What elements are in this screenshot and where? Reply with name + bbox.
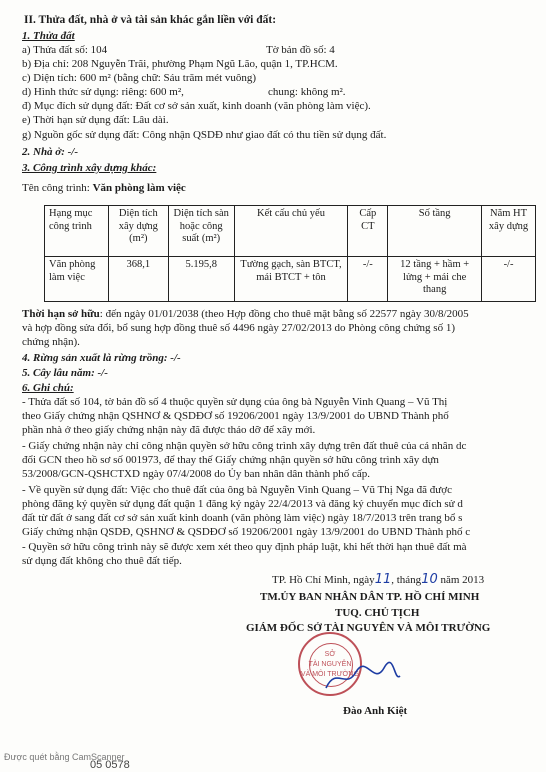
table-header-cell: Diện tích sàn hoặc công suất (m²): [168, 206, 234, 257]
building-name: Văn phòng làm việc: [92, 182, 186, 194]
date-year: năm 2013: [437, 574, 485, 586]
signing-org: TM.ỦY BAN NHÂN DÂN TP. HỒ CHÍ MINH: [260, 591, 480, 603]
ownership-term-line-2: và hợp đồng sửa đổi, bổ sung hợp đồng thuê số 4496 ngày 27/02/2013 do Phòng công chứng số 1): [22, 322, 455, 334]
table-cell: -/-: [348, 257, 388, 302]
scanner-watermark: Được quét bằng CamScanner: [4, 752, 125, 762]
land-origin-line: g) Nguồn gốc sử dụng đất: Công nhận QSDĐ như giao đất có thu tiền sử dụng đất.: [22, 129, 387, 141]
table-header-cell: Cấp CT: [348, 206, 388, 257]
other-construction-section: 3. Công trình xây dựng khác:: [22, 162, 157, 174]
table-header-cell: Diện tích xây dựng (m²): [108, 206, 168, 257]
ownership-term-text: : đến ngày 01/01/2038 (theo Hợp đồng cho thuê mặt bằng số 22577 ngày 30/8/2005: [99, 308, 469, 320]
note-line: - Về quyền sử dụng đất: Việc cho thuê đất của ông bà Nguyễn Vinh Quang – Vũ Thị Nga đã được: [22, 484, 452, 496]
notes-heading: 6. Ghi chú:: [22, 382, 74, 394]
table-header-row: [45, 206, 536, 257]
section-ii-heading: II. Thửa đất, nhà ở và tài sản khác gắn liền với đất:: [24, 14, 277, 26]
date-month: 10: [421, 572, 438, 587]
signing-date: [272, 573, 484, 587]
house-section: 2. Nhà ở: -/-: [22, 146, 79, 158]
construction-table: [44, 205, 536, 302]
forest-section: 4. Rừng sản xuất là rừng trồng: -/-: [22, 352, 181, 364]
serial-number: 05 0578: [90, 759, 130, 771]
note-line: theo Giấy chứng nhận QSHNƠ & QSDĐƠ số 19206/2001 ngày 13/9/2001 do UBND Thành phố: [22, 410, 449, 422]
table-cell: -/-: [482, 257, 536, 302]
footer: [0, 746, 546, 771]
parcel-number-line: [22, 43, 540, 57]
note-line: Giấy chứng nhận QSDĐ, QSHNƠ & QSDĐƠ số 19206/2001 ngày 13/9/2001 do UBND Thành phố c: [22, 526, 471, 538]
section-land-parcel-title: 1. Thửa đất: [22, 30, 75, 42]
table-cell: 12 tầng + hầm + lửng + mái che thang: [388, 257, 482, 302]
note-line: đất từ đất ở sang đất cơ sở sản xuất kinh doanh (văn phòng làm việc) ngày 18/7/2013 trên trang bổ s: [22, 512, 463, 524]
parcel-number: a) Thửa đất số: 104: [22, 44, 108, 56]
note-line: phòng đăng ký quyền sử dụng đất quận 1 đăng ký ngày 22/4/2013 và đăng ký chuyển mục đích sử d: [22, 498, 463, 510]
usage-term-line: e) Thời hạn sử dụng đất: Lâu dài.: [22, 114, 169, 126]
address-line: b) Địa chỉ: 208 Nguyễn Trãi, phường Phạm Ngũ Lão, quận 1, TP.HCM.: [22, 58, 338, 70]
building-name-label: Tên công trình:: [22, 182, 93, 194]
map-sheet-number: Tờ bản đồ số: 4: [266, 44, 335, 56]
note-line: sử dụng đất không cho thuê đất tiếp.: [22, 555, 182, 567]
usage-private: d) Hình thức sử dụng: riêng: 600 m²,: [22, 86, 184, 98]
table-cell: 368,1: [108, 257, 168, 302]
area-line: c) Diện tích: 600 m² (bằng chữ: Sáu trăm mét vuông): [22, 72, 257, 84]
usage-form-line: [22, 85, 540, 99]
signing-authority: TUQ. CHỦ TỊCH: [335, 607, 420, 619]
stamp-text-mid: TÀI NGUYÊN: [308, 661, 352, 668]
note-line: - Giấy chứng nhận này chỉ công nhận quyền sở hữu công trình xây dựng trên đất thuê của cá nhân dc: [22, 440, 467, 452]
note-line: - Thửa đất số 104, tờ bản đồ số 4 thuộc quyền sử dụng của ông bà Nguyễn Vinh Quang – Vũ Thị: [22, 396, 448, 408]
table-header-cell: Hạng mục công trình: [45, 206, 109, 257]
table-cell: 5.195,8: [168, 257, 234, 302]
note-line: 53/2008/GCN-QSHCTXD ngày 07/4/2008 do Ủy ban nhân dân thành phố cấp.: [22, 468, 370, 480]
ownership-term-line-3: chứng nhận).: [22, 336, 80, 348]
stamp-text-top: SỞ: [324, 651, 336, 658]
note-line: đổi GCN theo hồ sơ số 001973, để thay thế Giấy chứng nhận quyền sở hữu công trình xây dựn: [22, 454, 439, 466]
table-header-cell: Kết cấu chủ yếu: [234, 206, 348, 257]
date-prefix: TP. Hồ Chí Minh, ngày: [272, 574, 375, 586]
usage-purpose-line: đ) Mục đích sử dụng đất: Đất cơ sở sản xuất, kinh doanh (văn phòng làm việc).: [22, 100, 371, 112]
building-name-line: [22, 181, 540, 195]
table-header-cell: Năm HT xây dựng: [482, 206, 536, 257]
table-cell: Văn phòng làm việc: [45, 257, 109, 302]
handwritten-signature: [322, 660, 402, 696]
note-line: phần nhà ở theo giấy chứng nhận này đã được tháo dỡ để xây mới.: [22, 424, 316, 436]
signing-title: GIÁM ĐỐC SỞ TÀI NGUYÊN VÀ MÔI TRƯỜNG: [246, 622, 491, 634]
stamp-text-bottom: VÀ MÔI TRƯỜNG: [300, 671, 360, 678]
note-line: - Quyền sở hữu công trình này sẽ được xem xét theo quy định pháp luật, khi hết thời hạn thuê đất mà: [22, 541, 467, 553]
date-day: 11: [374, 572, 392, 587]
ownership-term-line-1: [22, 307, 540, 321]
date-month-label: , tháng: [391, 574, 422, 586]
perennial-trees-section: 5. Cây lâu năm: -/-: [22, 367, 108, 379]
table-cell: Tường gạch, sàn BTCT, mái BTCT + tôn: [234, 257, 348, 302]
signer-name: Đào Anh Kiệt: [343, 705, 408, 717]
ownership-term-label: Thời hạn sở hữu: [22, 308, 100, 320]
table-header-cell: Số tầng: [388, 206, 482, 257]
table-row: [45, 257, 536, 302]
usage-shared: chung: không m².: [268, 86, 346, 98]
